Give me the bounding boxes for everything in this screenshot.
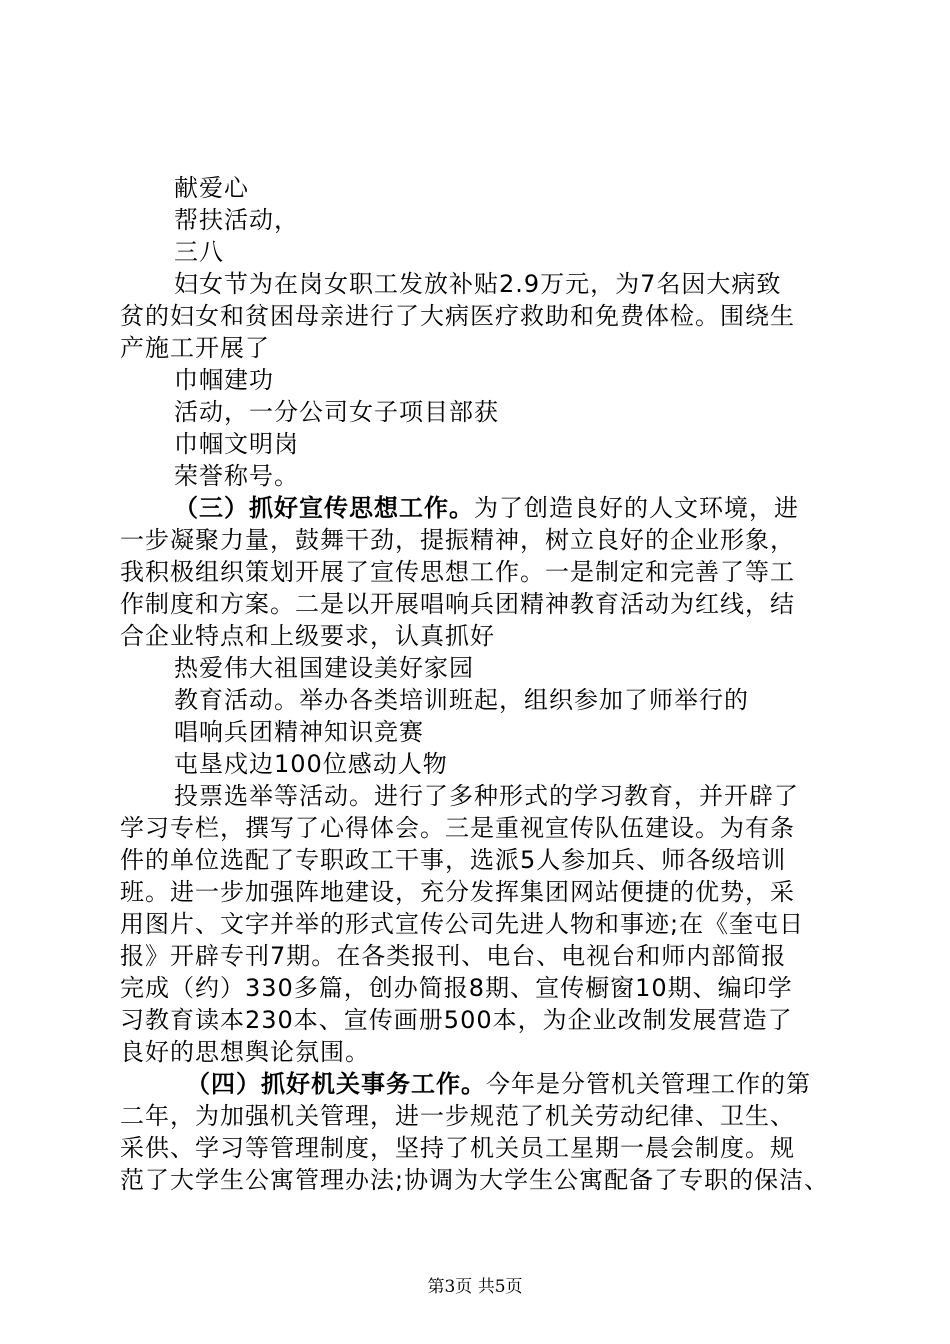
text-line: 热爱伟大祖国建设美好家园	[174, 654, 474, 682]
page-footer: 第3页 共5页	[427, 1277, 523, 1297]
text-line: 荣誉称号。	[174, 462, 299, 490]
text-line: 教育活动。举办各类培训班起，组织参加了师举行的	[174, 686, 749, 714]
text-line: 产施工开展了	[120, 334, 270, 362]
section-3-text: 为了创造良好的人文环境，进	[474, 494, 799, 522]
text-line: 巾帼文明岗	[174, 430, 299, 458]
text-line: 学习专栏，撰写了心得体会。三是重视宣传队伍建设。为有条	[120, 814, 795, 842]
text-line: 巾帼建功	[174, 366, 274, 394]
text-line: 一步凝聚力量，鼓舞干劲，提振精神，树立良好的企业形象，	[120, 526, 795, 554]
text-line: 妇女节为在岗女职工发放补贴2.9万元，为7名因大病致	[174, 270, 782, 298]
text-line: 合企业特点和上级要求，认真抓好	[120, 622, 495, 650]
section-4-heading: （四）抓好机关事务工作。	[186, 1070, 486, 1098]
text-line: 习教育读本230本、宣传画册500本，为企业改制发展营造了	[120, 1006, 793, 1034]
text-line: 投票选举等活动。进行了多种形式的学习教育，并开辟了	[174, 782, 799, 810]
text-line: 件的单位选配了专职政工干事，选派5人参加兵、师各级培训	[120, 846, 787, 874]
text-line: 贫的妇女和贫困母亲进行了大病医疗救助和免费体检。围绕生	[120, 302, 795, 330]
text-line: 活动，一分公司女子项目部获	[174, 398, 499, 426]
text-line: 二年，为加强机关管理，进一步规范了机关劳动纪律、卫生、	[120, 1102, 795, 1130]
text-line: 屯垦戍边100位感动人物	[174, 750, 448, 778]
text-line: 采供、学习等管理制度，坚持了机关员工星期一晨会制度。规	[120, 1134, 795, 1162]
text-line: 献爱心	[174, 174, 249, 202]
text-line: 三八	[174, 238, 224, 266]
section-4-text: 今年是分管机关管理工作的第	[486, 1070, 811, 1098]
text-line: 完成（约）330多篇，创办简报8期、宣传橱窗10期、编印学	[120, 974, 793, 1002]
text-line: 用图片、文字并举的形式宣传公司先进人物和事迹;在《奎屯日	[120, 910, 805, 938]
text-line: 帮扶活动，	[174, 206, 299, 234]
text-line: 良好的思想舆论氛围。	[120, 1038, 370, 1066]
text-line: 作制度和方案。二是以开展唱响兵团精神教育活动为红线，结	[120, 590, 795, 618]
section-4-paragraph-start	[120, 1068, 840, 1100]
body-text	[120, 172, 840, 1196]
text-line: 范了大学生公寓管理办法;协调为大学生公寓配备了专职的保洁、	[120, 1166, 830, 1194]
text-line: 报》开辟专刊7期。在各类报刊、电台、电视台和师内部简报	[120, 942, 787, 970]
text-line: 我积极组织策划开展了宣传思想工作。一是制定和完善了等工	[120, 558, 795, 586]
text-line: 班。进一步加强阵地建设，充分发挥集团网站便捷的优势，采	[120, 878, 795, 906]
section-3-heading: （三）抓好宣传思想工作。	[174, 494, 474, 522]
text-line: 唱响兵团精神知识竞赛	[174, 718, 424, 746]
section-3-paragraph-start	[120, 492, 840, 524]
